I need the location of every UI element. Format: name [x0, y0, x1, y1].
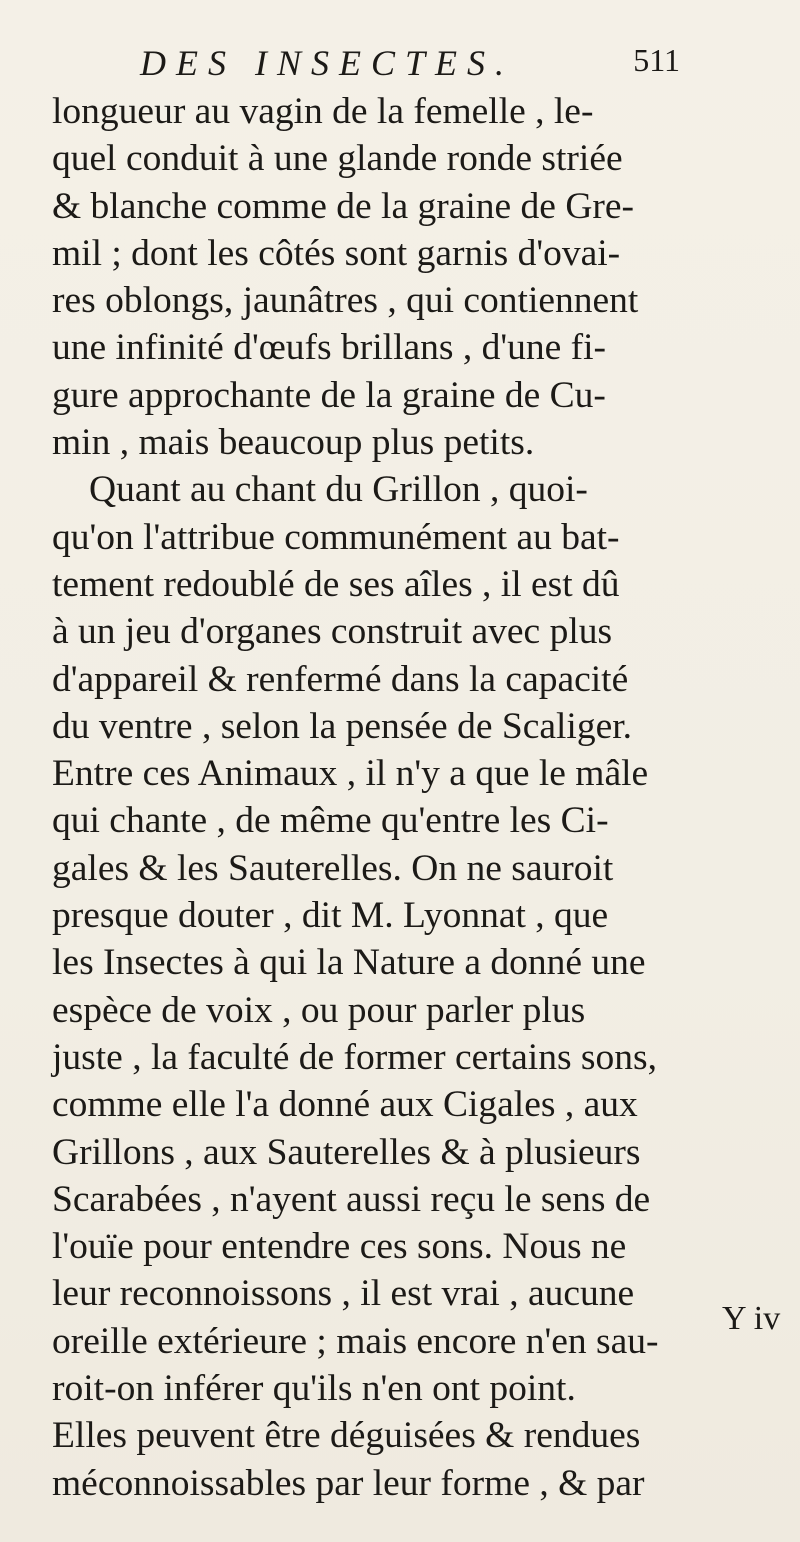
text-line: qu'on l'attribue communément au bat- [52, 516, 620, 558]
text-line: res oblongs, jaunâtres , qui contiennent [52, 280, 639, 322]
text-line: à un jeu d'organes construit avec plus [52, 611, 613, 653]
text-line: longueur au vagin de la femelle , le- [52, 91, 594, 132]
text-line: gales & les Sauterelles. On ne sauroit [52, 847, 614, 889]
text-line: qui chante , de même qu'entre les Ci- [52, 800, 609, 842]
text-line: min , mais beaucoup plus petits. [52, 422, 535, 464]
text-line: & blanche comme de la graine de Gre- [52, 185, 635, 227]
text-line: presque douter , dit M. Lyonnat , que [52, 895, 609, 937]
text-line: Entre ces Animaux , il n'y a que le mâle [52, 753, 649, 795]
text-line: comme elle l'a donné aux Cigales , aux [52, 1084, 638, 1126]
text-line: quel conduit à une glande ronde striée [52, 138, 623, 180]
running-title: DES INSECTES. [140, 43, 515, 83]
paragraph-start-line: Quant au chant du Grillon , quoi- [89, 469, 588, 511]
text-line: méconnoissables par leur forme , & par [52, 1462, 645, 1504]
text-line: gure approchante de la graine de Cu- [52, 374, 606, 416]
text-line: Scarabées , n'ayent aussi reçu le sens de [52, 1178, 651, 1220]
text-line: Elles peuvent être déguisées & rendues [52, 1415, 641, 1457]
signature-mark: Y iv [722, 1300, 781, 1337]
text-line: l'ouïe pour entendre ces sons. Nous ne [52, 1226, 627, 1268]
text-line: les Insectes à qui la Nature a donné une [52, 942, 646, 984]
text-line: mil ; dont les côtés sont garnis d'ovai- [52, 232, 621, 274]
text-line: leur reconnoissons , il est vrai , aucune [52, 1273, 635, 1315]
text-line: espèce de voix , ou pour parler plus [52, 989, 586, 1031]
text-line: juste , la faculté de former certains sons, [52, 1036, 657, 1078]
running-header [140, 42, 680, 86]
text-line: d'appareil & renfermé dans la capacité [52, 658, 629, 700]
page-number: 511 [633, 42, 680, 78]
text-line: oreille extérieure ; mais encore n'en sau- [52, 1320, 659, 1362]
body-text [52, 88, 782, 1507]
text-line: du ventre , selon la pensée de Scaliger. [52, 705, 633, 747]
text-line: roit-on inférer qu'ils n'en ont point. [52, 1368, 576, 1410]
text-line: tement redoublé de ses aîles , il est dû [52, 563, 620, 605]
text-line: une infinité d'œufs brillans , d'une fi- [52, 327, 607, 369]
text-line: Grillons , aux Sauterelles & à plusieurs [52, 1131, 641, 1173]
